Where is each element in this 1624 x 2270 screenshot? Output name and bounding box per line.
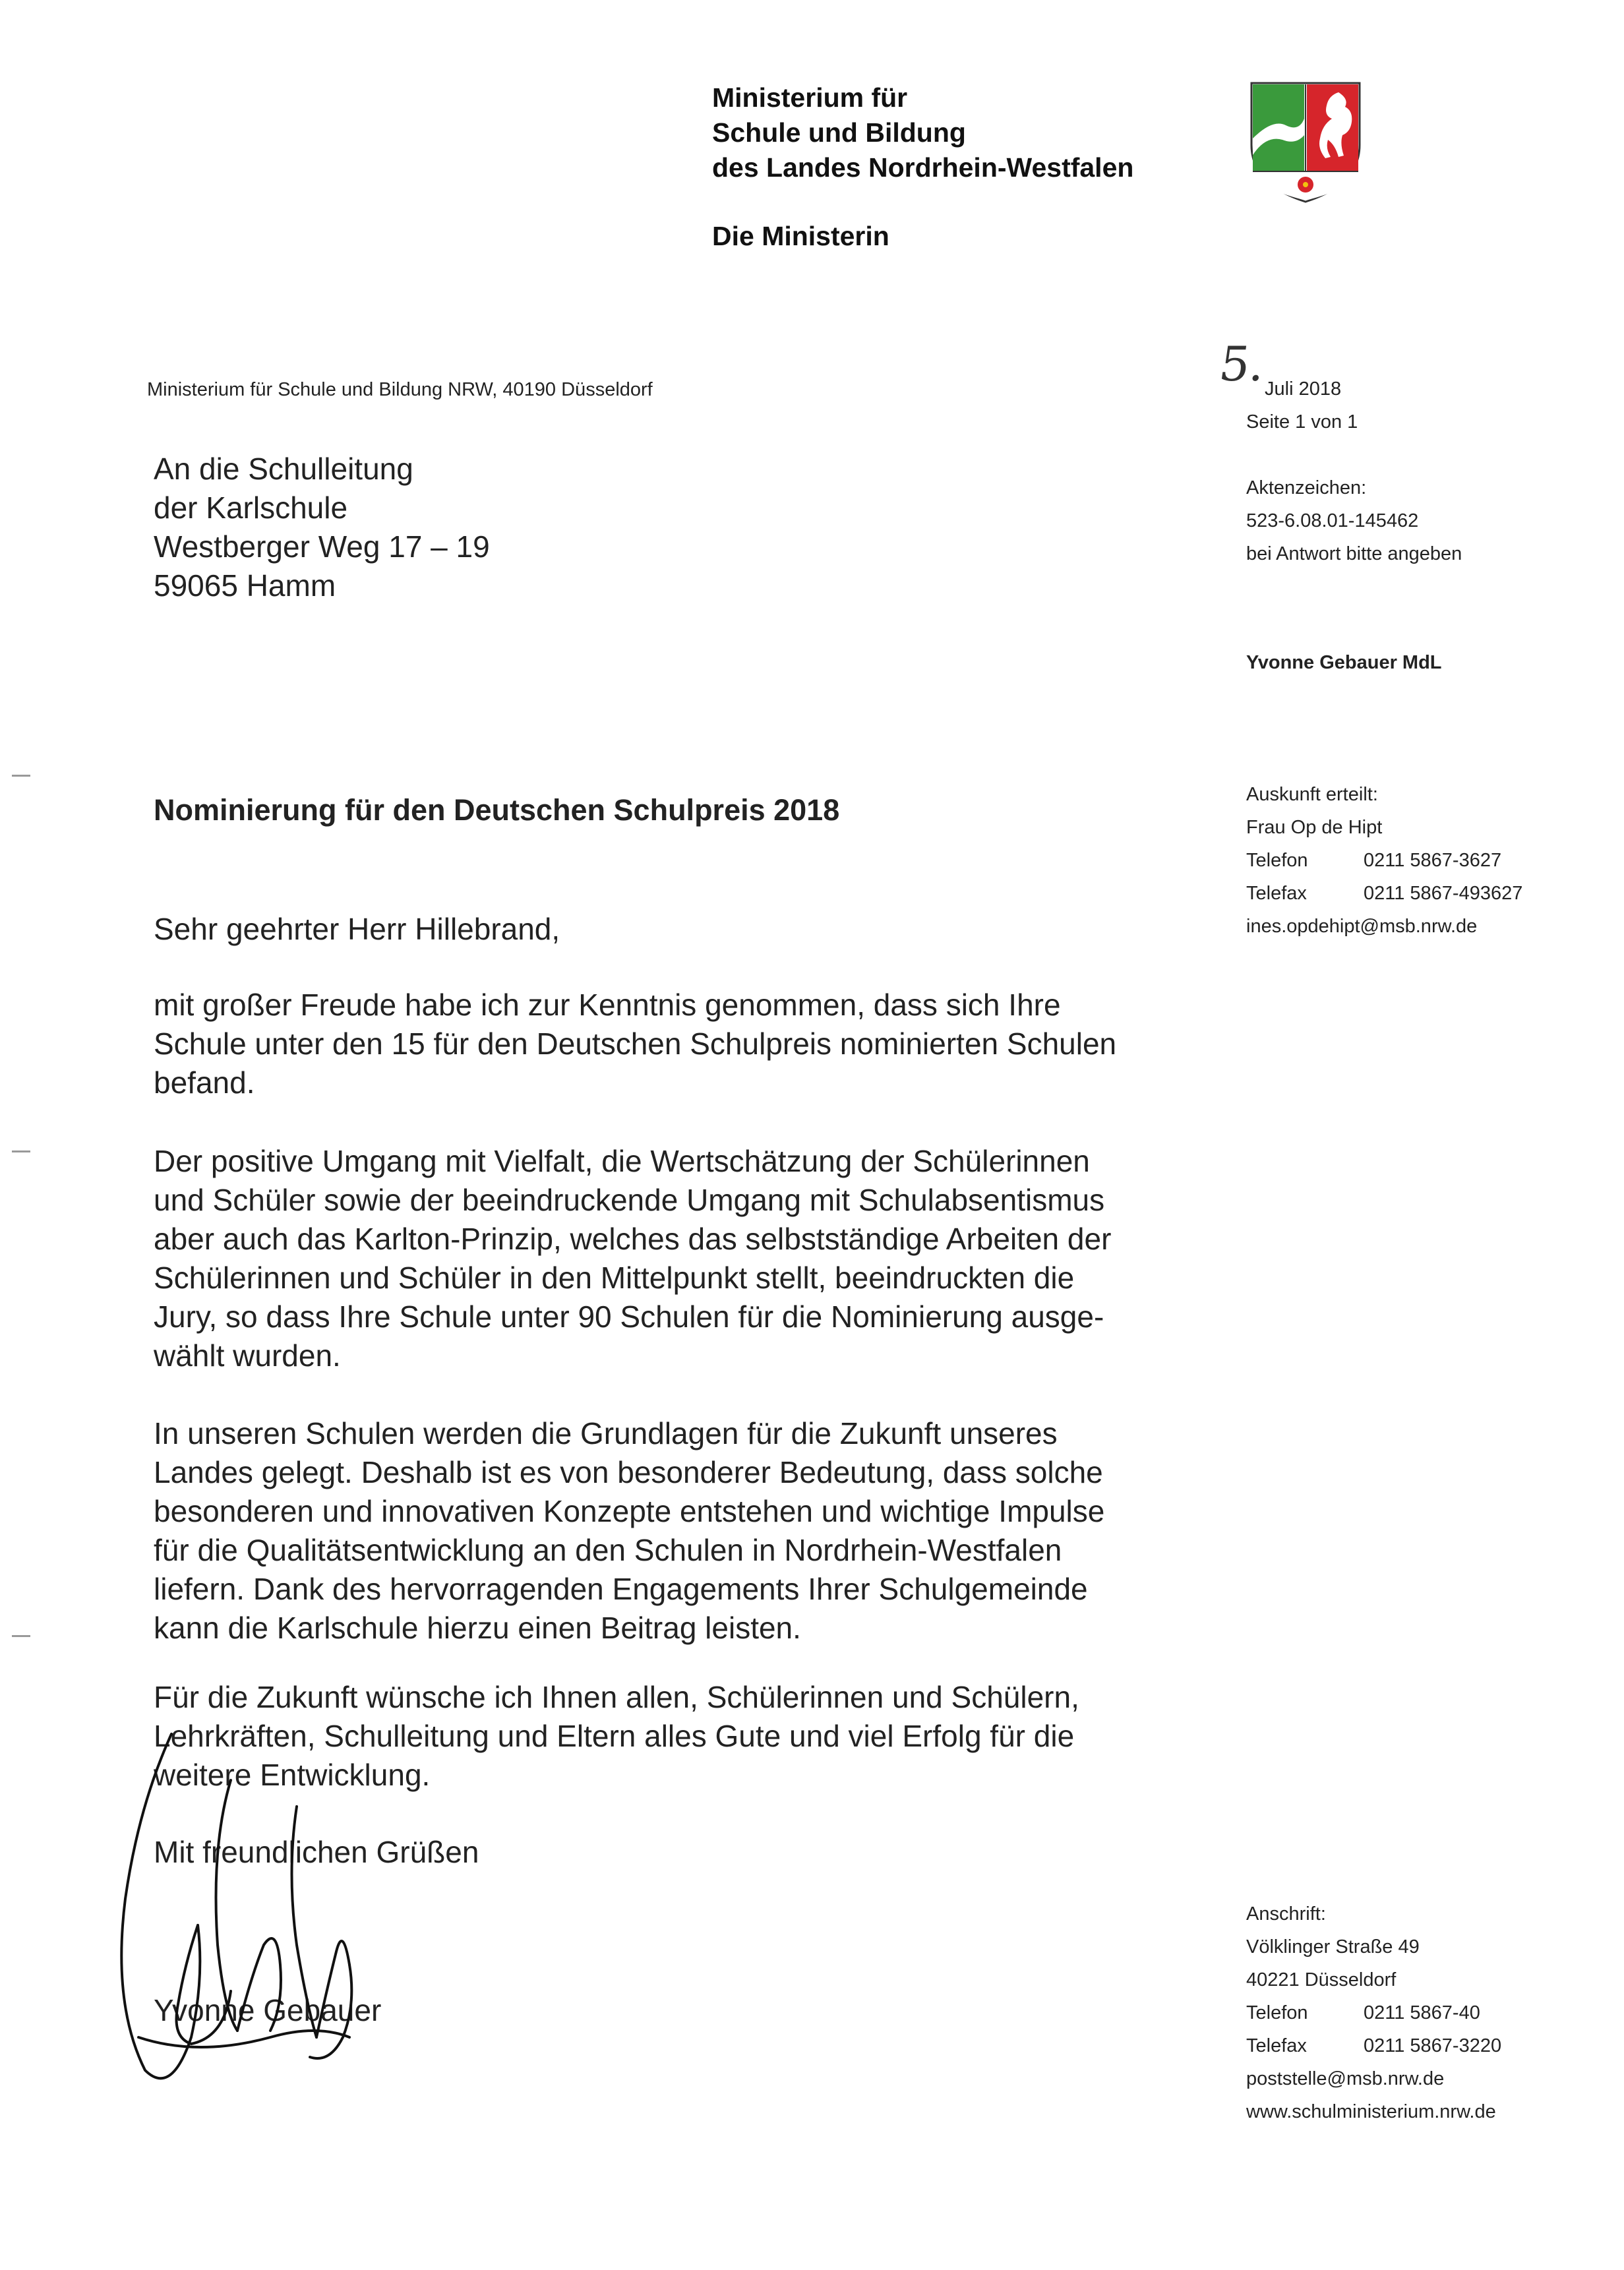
paragraph-line: weitere Entwicklung. — [154, 1758, 431, 1792]
letter-subject: Nominierung für den Deutschen Schulpreis 2018 — [154, 793, 840, 827]
address-label: Anschrift: — [1246, 1903, 1326, 1925]
contact-name: Frau Op de Hipt — [1246, 817, 1383, 838]
address-phone-label: Telefon — [1246, 2002, 1308, 2023]
address-email: poststelle@msb.nrw.de — [1246, 2068, 1445, 2089]
fold-mark — [12, 775, 30, 777]
contact-phone-row — [1246, 844, 1522, 877]
recipient-line: der Karlschule — [154, 491, 348, 525]
address-block — [1246, 1897, 1501, 2128]
address-fax-row — [1246, 2029, 1501, 2062]
reference-value: 523-6.08.01-145462 — [1246, 510, 1419, 531]
paragraph-line: Landes gelegt. Deshalb ist es von besonderer Bedeutung, dass solche — [154, 1455, 1103, 1489]
ministry-line: Schule und Bildung — [712, 117, 966, 148]
recipient-address — [154, 450, 490, 605]
paragraph-line: aber auch das Karlton-Prinzip, welches das selbstständige Arbeiten der — [154, 1222, 1112, 1256]
paragraph-line: mit großer Freude habe ich zur Kenntnis genommen, dass sich Ihre — [154, 988, 1061, 1022]
date: Juli 2018 — [1265, 378, 1342, 400]
contact-phone-label: Telefon — [1246, 850, 1308, 871]
minister-name: Yvonne Gebauer MdL — [1246, 652, 1442, 673]
fold-mark — [12, 1150, 30, 1152]
paragraph-line: wählt wurden. — [154, 1338, 341, 1373]
reference-hint: bei Antwort bitte angeben — [1246, 543, 1462, 564]
paragraph-line: Lehrkräften, Schulleitung und Eltern alles Gute und viel Erfolg für die — [154, 1719, 1075, 1753]
ministry-line: Ministerium für — [712, 82, 908, 113]
paragraph-line: für die Qualitätsentwicklung an den Schulen in Nordrhein-Westfalen — [154, 1533, 1062, 1567]
paragraph-line: Für die Zukunft wünsche ich Ihnen allen, Schülerinnen und Schülern, — [154, 1680, 1079, 1714]
contact-label: Auskunft erteilt: — [1246, 784, 1378, 805]
ministry-name — [712, 80, 1133, 185]
contact-fax: 0211 5867-493627 — [1364, 883, 1523, 904]
ministry-line: des Landes Nordrhein-Westfalen — [712, 152, 1134, 183]
address-phone-row — [1246, 1996, 1501, 2029]
paragraph-line: Schule unter den 15 für den Deutschen Schulpreis nominierten Schulen — [154, 1027, 1117, 1061]
signer-name: Yvonne Gebauer — [154, 1993, 382, 2027]
address-city: 40221 Düsseldorf — [1246, 1969, 1397, 1990]
paragraph-line: Der positive Umgang mit Vielfalt, die Wertschätzung der Schülerinnen — [154, 1144, 1090, 1178]
paragraph-2 — [154, 1142, 1235, 1375]
paragraph-line: besonderen und innovativen Konzepte entstehen und wichtige Impulse — [154, 1494, 1105, 1528]
signature-scribble — [99, 1727, 415, 2097]
contact-fax-label: Telefax — [1246, 883, 1307, 904]
paragraph-3 — [154, 1414, 1235, 1648]
paragraph-line: befand. — [154, 1065, 255, 1100]
paragraph-line: liefern. Dank des hervorragenden Engagements Ihrer Schulgemeinde — [154, 1572, 1088, 1606]
fold-mark — [12, 1635, 30, 1637]
sender-line: Ministerium für Schule und Bildung NRW, 40190 Düsseldorf — [147, 379, 653, 400]
paragraph-line: In unseren Schulen werden die Grundlagen für die Zukunft unseres — [154, 1416, 1058, 1450]
paragraph-line: Jury, so dass Ihre Schule unter 90 Schulen für die Nominierung ausge- — [154, 1299, 1104, 1334]
ministry-role: Die Ministerin — [712, 221, 889, 251]
paragraph-line: und Schüler sowie der beeindruckende Umgang mit Schulabsentismus — [154, 1183, 1105, 1217]
recipient-line: Westberger Weg 17 – 19 — [154, 529, 490, 564]
paragraph-line: Schülerinnen und Schüler in den Mittelpunkt stellt, beeindruckten die — [154, 1261, 1075, 1295]
paragraph-1 — [154, 986, 1235, 1102]
salutation: Sehr geehrter Herr Hillebrand, — [154, 912, 560, 946]
nrw-coat-of-arms-icon — [1246, 79, 1365, 204]
contact-email: ines.opdehipt@msb.nrw.de — [1246, 916, 1478, 937]
contact-block — [1246, 778, 1522, 943]
address-fax: 0211 5867-3220 — [1364, 2035, 1502, 2056]
address-fax-label: Telefax — [1246, 2035, 1307, 2056]
contact-fax-row — [1246, 877, 1522, 910]
address-street: Völklinger Straße 49 — [1246, 1936, 1420, 1957]
address-phone: 0211 5867-40 — [1364, 2002, 1480, 2023]
reference-label: Aktenzeichen: — [1246, 477, 1367, 498]
paragraph-line: kann die Karlschule hierzu einen Beitrag leisten. — [154, 1611, 801, 1645]
contact-phone: 0211 5867-3627 — [1364, 850, 1502, 871]
date-day-handwritten: 5. — [1216, 336, 1269, 392]
recipient-line: An die Schulleitung — [154, 452, 413, 486]
recipient-line: 59065 Hamm — [154, 568, 336, 603]
address-web: www.schulministerium.nrw.de — [1246, 2101, 1496, 2122]
page-number: Seite 1 von 1 — [1246, 411, 1358, 433]
closing: Mit freundlichen Grüßen — [154, 1835, 479, 1869]
